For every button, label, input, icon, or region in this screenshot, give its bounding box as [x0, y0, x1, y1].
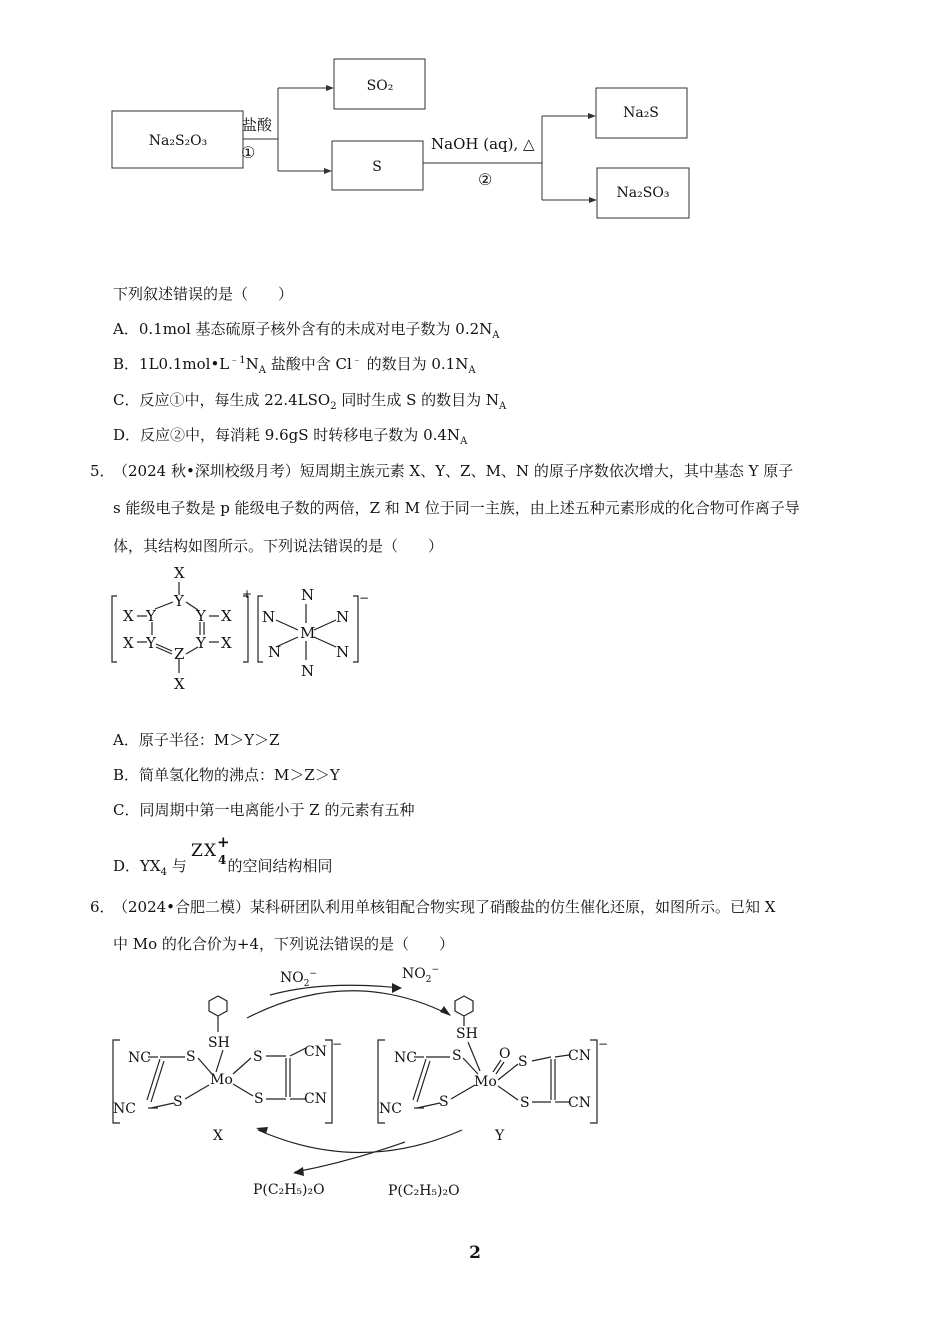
- q5-line2: s 能级电子数是 p 能级电子数的两倍，Z 和 M 位于同一主族，由上述五种元素形成的化合物可作离子导: [113, 499, 800, 517]
- q4-option-d[interactable]: [113, 425, 467, 445]
- svg-text:N: N: [268, 643, 282, 661]
- reaction-flow-diagram: [100, 50, 720, 230]
- option-mid: 与: [167, 857, 192, 875]
- catalytic-cycle-diagram: [100, 960, 620, 1210]
- option-tail: 的空间结构相同: [227, 857, 333, 875]
- superscript-2: ﹣: [351, 355, 362, 366]
- svg-text:NC: NC: [379, 1101, 402, 1117]
- zx4-plus-formula: [190, 834, 230, 870]
- step1-reagent: 盐酸: [242, 116, 273, 134]
- no2-out-label: $NO_2^-$: [402, 965, 440, 985]
- superscript: ﹣1: [229, 355, 246, 366]
- complex-x-label: X: [213, 1128, 223, 1144]
- option-label: B．: [113, 355, 140, 373]
- option-label: A．: [113, 731, 139, 749]
- svg-text:CN: CN: [568, 1048, 591, 1064]
- option-text: 简单氢化物的沸点：M＞Z＞Y: [139, 766, 340, 784]
- svg-text:+: +: [217, 834, 230, 851]
- svg-text:Y: Y: [196, 607, 206, 625]
- no2-in-label: $NO_2^-$: [280, 969, 318, 989]
- svg-text:N: N: [301, 662, 315, 680]
- svg-text:S: S: [452, 1048, 462, 1064]
- option-tail: 同时生成 S 的数目为 N: [336, 391, 500, 409]
- subscript-2: A: [499, 401, 507, 412]
- y-charge: −: [598, 1037, 609, 1051]
- svg-text:N: N: [301, 586, 315, 604]
- svg-text:X: X: [123, 634, 134, 652]
- svg-text:CN: CN: [304, 1091, 327, 1107]
- option-text: 原子半径：M＞Y＞Z: [138, 731, 280, 749]
- svg-text:Z: Z: [174, 645, 185, 663]
- ionic-structure-diagram: [105, 562, 375, 697]
- option-text: YX: [140, 857, 161, 875]
- svg-text:Mo: Mo: [474, 1074, 497, 1090]
- svg-text:S: S: [254, 1091, 264, 1107]
- option-text: 0.1mol 基态硫原子核外含有的未成对电子数为 0.2N: [138, 320, 493, 338]
- svg-text:M: M: [300, 624, 316, 642]
- q6-line1: （2024•合肥二模）某科研团队利用单核钼配合物实现了硝酸盐的仿生催化还原，如图所示。已知 X: [113, 898, 776, 916]
- step2-reagent: NaOH (aq), △: [431, 135, 535, 153]
- svg-text:Y: Y: [174, 592, 184, 610]
- subscript: A: [492, 330, 500, 341]
- q4-option-a[interactable]: [113, 319, 500, 339]
- option-label: B．: [113, 766, 140, 784]
- svg-text:O: O: [499, 1046, 511, 1062]
- option-text: 反应①中，每生成 22.4LSO: [139, 391, 331, 409]
- flow-mid-label: S: [372, 159, 382, 175]
- svg-text:NC: NC: [394, 1050, 417, 1066]
- q4-stem: 下列叙述错误的是（ ）: [113, 285, 294, 303]
- option-label: A．: [113, 320, 139, 338]
- option-text-2: N: [245, 355, 259, 373]
- q5-option-a[interactable]: [113, 730, 280, 750]
- q5-number: 5．: [90, 462, 115, 480]
- q5-line3: 体，其结构如图所示。下列说法错误的是（ ）: [113, 537, 444, 555]
- svg-text:X: X: [174, 675, 185, 693]
- subscript-2: A: [468, 365, 476, 376]
- subscript: A: [258, 365, 266, 376]
- option-tail-2: 的数目为 0.1N: [361, 355, 469, 373]
- option-text: 同周期中第一电离能小于 Z 的元素有五种: [139, 801, 415, 819]
- option-text: 反应②中，每消耗 9.6gS 时转移电子数为 0.4N: [140, 426, 461, 444]
- svg-text:CN: CN: [304, 1044, 327, 1060]
- svg-text:Y: Y: [146, 634, 156, 652]
- svg-text:X: X: [221, 607, 232, 625]
- svg-text:N: N: [336, 608, 350, 626]
- svg-text:Z: Z: [191, 841, 203, 861]
- flow-top-label: SO₂: [366, 78, 394, 94]
- option-tail: 盐酸中含 Cl: [266, 355, 352, 373]
- anion-charge: −: [359, 591, 370, 605]
- svg-text:N: N: [262, 608, 276, 626]
- subscript: A: [460, 436, 468, 447]
- svg-text:Y: Y: [196, 634, 206, 652]
- svg-text:NC: NC: [113, 1101, 136, 1117]
- p-reagent-right: P(C₂H₅)₂O: [388, 1183, 460, 1199]
- subscript: 2: [330, 401, 337, 412]
- option-label: C．: [113, 391, 140, 409]
- svg-text:NC: NC: [128, 1050, 151, 1066]
- q5-option-c[interactable]: [113, 800, 414, 820]
- p-reagent-left: P(C₂H₅)₂O: [253, 1182, 325, 1198]
- q5-line1: （2024 秋•深圳校级月考）短周期主族元素 X、Y、Z、M、N 的原子序数依次增大，其中基态 Y 原子: [113, 462, 794, 480]
- svg-text:S: S: [186, 1049, 196, 1065]
- svg-text:SH: SH: [208, 1035, 230, 1051]
- svg-text:X: X: [221, 634, 232, 652]
- svg-text:SH: SH: [456, 1026, 478, 1042]
- q6-number: 6．: [90, 898, 115, 916]
- svg-text:X: X: [123, 607, 134, 625]
- q6-line2: 中 Mo 的化合价为+4，下列说法错误的是（ ）: [113, 935, 455, 953]
- svg-text:S: S: [520, 1095, 530, 1111]
- q4-option-c[interactable]: [113, 390, 506, 410]
- q5-option-b[interactable]: [113, 765, 340, 785]
- q4-option-b[interactable]: [113, 354, 476, 374]
- svg-text:Y: Y: [146, 607, 156, 625]
- svg-text:N: N: [336, 643, 350, 661]
- option-label: D．: [113, 857, 141, 875]
- page-number: 2: [469, 1243, 481, 1263]
- x-charge: −: [332, 1037, 343, 1051]
- option-text: 1L0.1mol•L: [139, 355, 230, 373]
- svg-text:4: 4: [218, 853, 227, 867]
- step2-number: ②: [478, 170, 493, 189]
- option-label: D．: [113, 426, 141, 444]
- svg-text:S: S: [173, 1094, 183, 1110]
- svg-text:S: S: [518, 1054, 528, 1070]
- flow-out1-label: Na₂S: [623, 105, 659, 121]
- step1-number: ①: [241, 143, 256, 162]
- svg-text:S: S: [439, 1094, 449, 1110]
- svg-text:Mo: Mo: [210, 1072, 233, 1088]
- cation-charge: +: [242, 587, 253, 601]
- svg-text:X: X: [204, 841, 217, 861]
- subscript: 4: [160, 867, 167, 878]
- svg-text:S: S: [253, 1049, 263, 1065]
- svg-text:X: X: [174, 564, 185, 582]
- svg-text:CN: CN: [568, 1095, 591, 1111]
- flow-out2-label: Na₂SO₃: [616, 185, 670, 201]
- flow-start-label: Na₂S₂O₃: [148, 133, 208, 149]
- option-label: C．: [113, 801, 140, 819]
- complex-y-label: Y: [495, 1128, 505, 1144]
